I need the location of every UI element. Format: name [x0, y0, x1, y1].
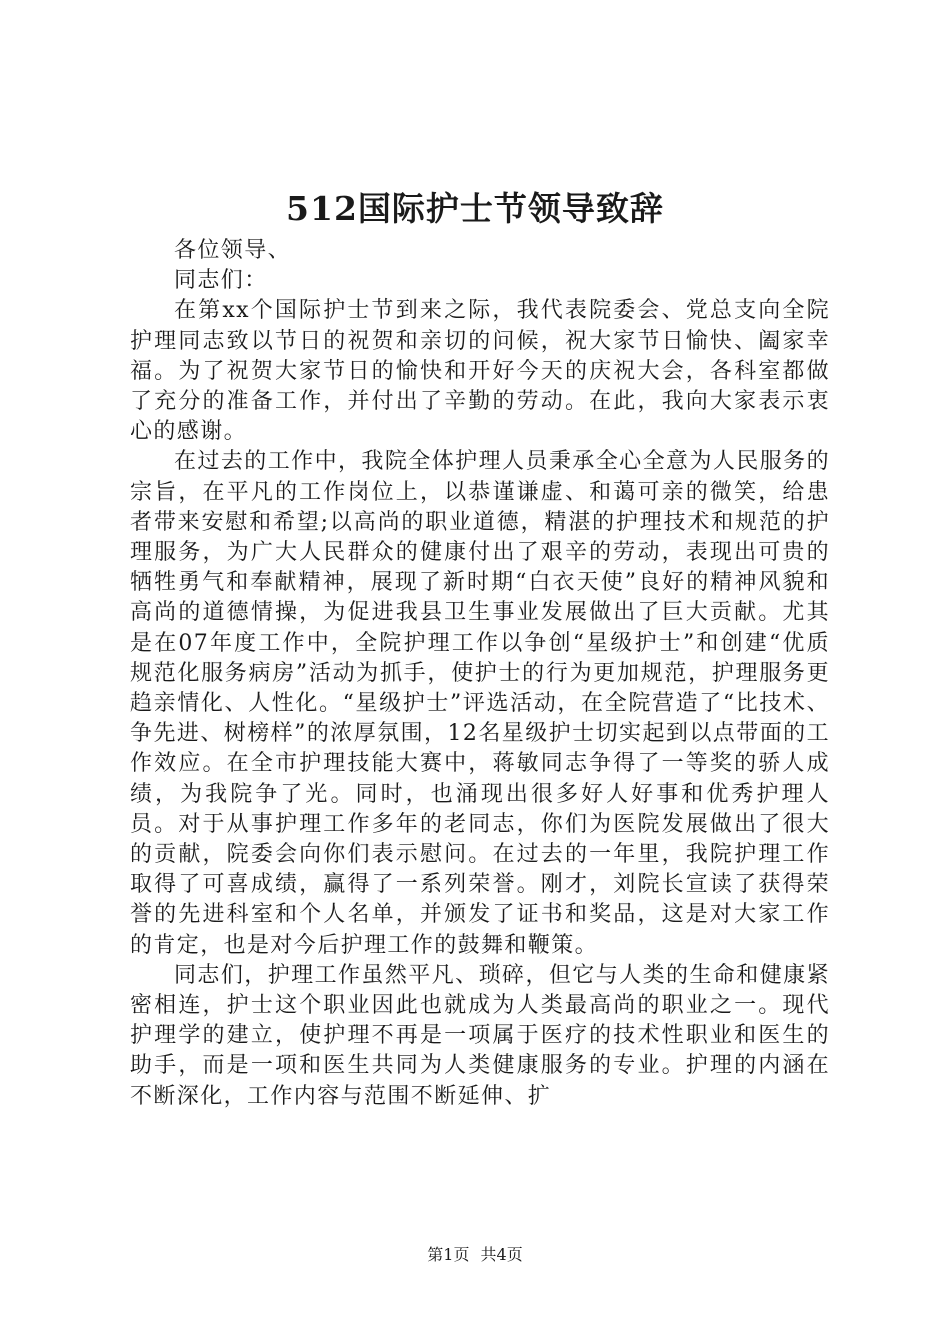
page-footer	[0, 1244, 950, 1266]
salutation-comrades: 同志们：	[174, 268, 268, 294]
document-body	[130, 236, 830, 1112]
body-paragraph: 同志们，护理工作虽然平凡、琐碎，但它与人类的生命和健康紧密相连，护士这个职业因此也就成为人类最高尚的职业之一。现代护理学的建立，使护理不再是一项属于医疗的技术性职业和医生的助手，而是一项和医生共同为人类健康服务的专业。护理的内涵在不断深化，工作内容与范围不断延伸、扩	[130, 962, 830, 1109]
page-number: 第1页	[427, 1245, 470, 1264]
body-paragraph: 在第xx个国际护士节到来之际，我代表院委会、党总支向全院护理同志致以节日的祝贺和亲切的问候，祝大家节日愉快、阖家幸福。为了祝贺大家节日的愉快和开好今天的庆祝大会，各科室都做了充分的准备工作，并付出了辛勤的劳动。在此，我向大家表示衷心的感谢。	[130, 298, 830, 445]
body-paragraph: 在过去的工作中，我院全体护理人员秉承全心全意为人民服务的宗旨，在平凡的工作岗位上，以恭谨谦虚、和蔼可亲的微笑，给患者带来安慰和希望;以高尚的职业道德，精湛的护理技术和规范的护理服务，为广大人民群众的健康付出了艰辛的劳动，表现出可贵的牺牲勇气和奉献精神，展现了新时期“白衣天使”良好的精神风貌和高尚的道德情操，为促进我县卫生事业发展做出了巨大贡献。尤其是在07年度工作中，全院护理工作以争创“星级护士”和创建“优质规范化服务病房”活动为抓手，使护士的行为更加规范，护理服务更趋亲情化、人性化。“星级护士”评选活动，在全院营造了“比技术、争先进、树榜样”的浓厚氛围，12名星级护士切实起到以点带面的工作效应。在全市护理技能大赛中，蒋敏同志争得了一等奖的骄人成绩，为我院争了光。同时，也涌现出很多好人好事和优秀护理人员。对于从事护理工作多年的老同志，你们为医院发展做出了很大的贡献，院委会向你们表示慰问。在过去的一年里，我院护理工作取得了可喜成绩，赢得了一系列荣誉。刚才，刘院长宣读了获得荣誉的先进科室和个人名单，并颁发了证书和奖品，这是对大家工作的肯定，也是对今后护理工作的鼓舞和鞭策。	[130, 449, 830, 958]
page-total: 共4页	[480, 1245, 523, 1264]
document-title: 512国际护士节领导致辞	[286, 189, 664, 228]
salutation-leaders: 各位领导、	[174, 238, 292, 263]
